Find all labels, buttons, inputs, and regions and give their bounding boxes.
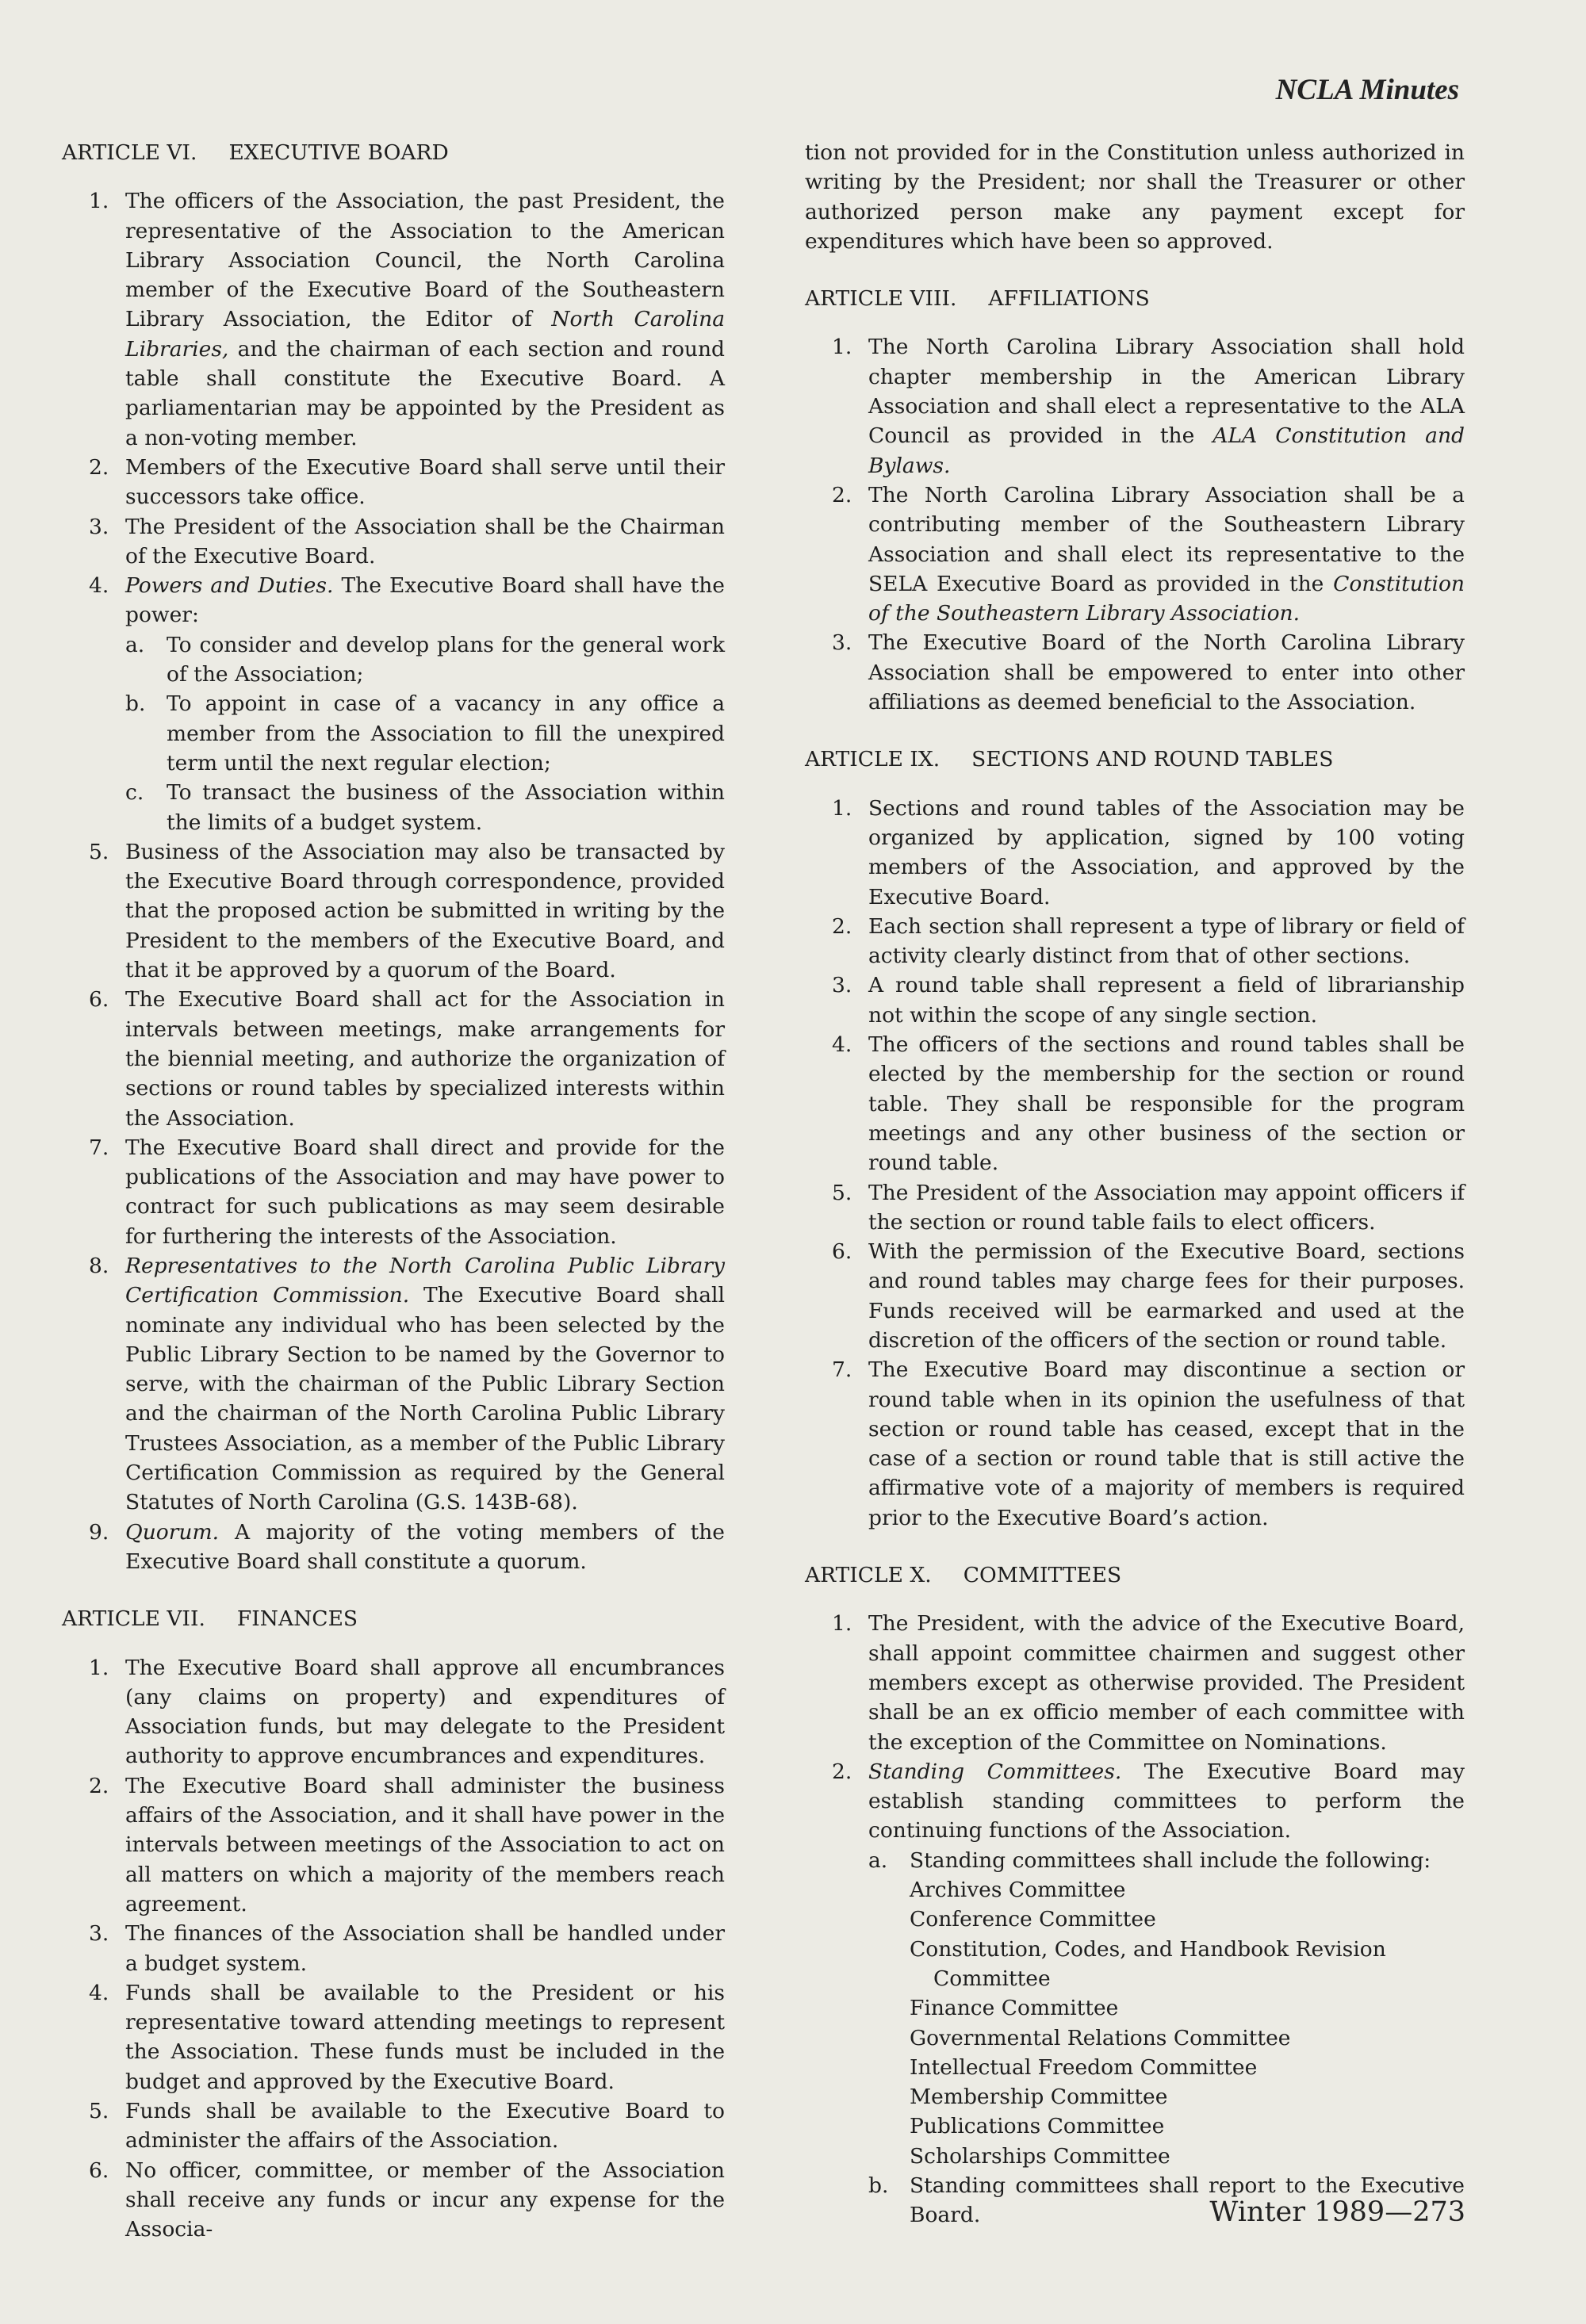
list-item: [62, 630, 725, 690]
list-item: [62, 512, 725, 572]
item-text: The Executive Board shall have the power:: [125, 573, 725, 628]
item-emphasis: North Carolina Libraries,: [125, 307, 726, 362]
list-item: [805, 332, 1465, 480]
item-number: 2.: [832, 913, 852, 939]
item-text: The Executive Board shall approve all encumbrances (any claims on property) and expenditures of Association funds, but may delegate to the President authority to approve encumbrances and expenditures.: [125, 1655, 725, 1769]
article-heading: [805, 1560, 1465, 1590]
item-text: The officers of the Association, the past President, the representative of the Association to the American Library Association Council, the North Carolina member of the Executive Board of the Southeastern Library Association, the Editor of: [125, 189, 725, 332]
item-number: 3.: [832, 630, 852, 656]
item-text: Funds shall be available to the Executive Board to administer the affairs of the Association.: [125, 2099, 725, 2154]
item-number: 3.: [89, 1921, 109, 1947]
item-text: With the permission of the Executive Board, sections and round tables may charge fees for their purposes. Funds received will be earmarked and used at the discretion of the officers of the section or round table.: [868, 1239, 1465, 1353]
list-item: [62, 453, 725, 512]
item-text: A majority of the voting members of the Executive Board shall constitute a quorum.: [125, 1519, 725, 1574]
item-number: 1.: [89, 1655, 109, 1680]
list-item: [805, 1846, 1465, 1875]
item-number: 7.: [832, 1357, 852, 1383]
item-number: 7.: [89, 1135, 109, 1160]
item-number: a.: [125, 632, 145, 657]
article-title: SECTIONS AND ROUND TABLES: [971, 747, 1334, 772]
list-item: [62, 186, 725, 453]
article-label: ARTICLE IX.: [805, 747, 940, 772]
article-list: [805, 1609, 1465, 1875]
article-heading: [805, 745, 1465, 774]
item-number: 6.: [89, 2157, 109, 2183]
list-item: [62, 689, 725, 778]
list-item: [62, 571, 725, 630]
article-list: [62, 186, 725, 1576]
article-list: [805, 794, 1465, 1533]
item-number: 2.: [832, 1759, 852, 1784]
article-list: [62, 1653, 725, 2245]
item-text: Business of the Association may also be transacted by the Executive Board through correspondence, provided that the proposed action be submitted in writing by the President to the members of the Executive Board, and that it be approved by a quorum of the Board.: [125, 839, 725, 983]
item-text: The President of the Association shall be the Chairman of the Executive Board.: [125, 514, 725, 569]
item-text: and the chairman of each section and round table shall constitute the Executive Board. A parliamentarian may be appointed by the President as a non-voting member.: [125, 336, 725, 450]
item-text: No officer, committee, or member of the Association shall receive any funds or incur any expense for the Associa-: [125, 2157, 725, 2242]
list-item: [62, 1771, 725, 1919]
list-item: [62, 1133, 725, 1251]
committee-name: Constitution, Codes, and Handbook Revision: [910, 1936, 1386, 1962]
item-number: 1.: [832, 1611, 852, 1637]
item-number: c.: [125, 780, 144, 806]
list-item: [62, 2156, 725, 2245]
article-label: ARTICLE VIII.: [805, 286, 957, 312]
item-number: 1.: [89, 189, 109, 214]
item-number: 3.: [832, 973, 852, 998]
item-number: 5.: [832, 1180, 852, 1205]
item-text: The Executive Board shall act for the Association in intervals between meetings, make arrangements for the biennial meeting, and authorize the organization of sections or round tables by specialized interests within the Association.: [125, 987, 725, 1131]
item-number: 5.: [89, 839, 109, 864]
item-emphasis: Standing Committees.: [868, 1759, 1122, 1784]
committee-name: Archives Committee: [910, 1878, 1126, 1903]
article-title: COMMITTEES: [963, 1563, 1122, 1588]
item-number: 2.: [832, 482, 852, 507]
item-text: Sections and round tables of the Association may be organized by application, signed by 100 voting members of the Association, and approved by the Executive Board.: [868, 795, 1465, 909]
list-item: [62, 1978, 725, 2096]
item-number: 3.: [89, 514, 109, 539]
article-label: ARTICLE VII.: [62, 1606, 205, 1632]
item-text: The finances of the Association shall be handled under a budget system.: [125, 1921, 725, 1976]
item-number: 4.: [89, 573, 109, 599]
item-emphasis: ALA Constitution and Bylaws.: [868, 423, 1465, 478]
item-number: 8.: [89, 1253, 109, 1278]
committee-name: Governmental Relations Committee: [910, 2025, 1291, 2050]
item-text: The Executive Board may discontinue a section or round table when in its opinion the usefulness of that section or round table has ceased, except that in the case of a section or round table that is still active the affirmative vote of a majority of members is required prior to the Executive Board’s action.: [868, 1357, 1465, 1530]
article-title: FINANCES: [236, 1606, 358, 1632]
item-number: b.: [868, 2173, 889, 2198]
committee-name: Intellectual Freedom Committee: [910, 2054, 1258, 2080]
continued-paragraph: tion not provided for in the Constitution unless authorized in writing by the President; nor shall the Treasurer or other authorized person make any payment except for expenditures which have been so approved.: [805, 140, 1465, 254]
list-item: [805, 1030, 1465, 1177]
page-number: Winter 1989—273: [1209, 2196, 1465, 2228]
committee-name: Membership Committee: [910, 2085, 1168, 2110]
item-number: 5.: [89, 2099, 109, 2123]
article-title: EXECUTIVE BOARD: [228, 140, 449, 165]
item-number: 1.: [832, 335, 852, 360]
list-item: [62, 1518, 725, 1577]
list-item: [62, 2096, 725, 2156]
right-column: [805, 138, 1465, 2230]
item-number: 4.: [89, 1980, 109, 2005]
item-number: 2.: [89, 454, 109, 480]
item-text: The officers of the sections and round tables shall be elected by the membership for the section or round table. They shall be responsible for the program meetings and any other business of the section or round table.: [868, 1032, 1465, 1176]
list-item: [805, 1757, 1465, 1846]
item-text: The Executive Board shall nominate any individual who has been selected by the Public Library Section to be named by the Governor to serve, with the chairman of the Public Library Section and the chairman of the North Carolina Public Library Trustees Association, as a member of the Public Library Certification Commission as required by the General Statutes of North Carolina (G.S. 143B-68).: [125, 1283, 726, 1515]
committee-list: [805, 1875, 1465, 2171]
list-item: [805, 794, 1465, 912]
list-item: [805, 1178, 1465, 1238]
item-text: The North Carolina Library Association shall be a contributing member of the Southeastern Library Association and shall elect its representative to the SELA Executive Board as provided in the: [868, 482, 1465, 596]
list-item: [805, 1609, 1465, 1756]
list-item: [62, 1653, 725, 1771]
item-number: 6.: [832, 1239, 852, 1265]
article-heading: [805, 284, 1465, 313]
list-item: [62, 1919, 725, 1978]
committee-name: Finance Committee: [910, 1996, 1119, 2021]
list-item: [805, 912, 1465, 971]
item-emphasis: Quorum.: [125, 1519, 220, 1545]
article-heading: [62, 1604, 725, 1633]
list-item: [805, 971, 1465, 1030]
item-emphasis: Constitution of the Southeastern Library Association.: [868, 571, 1465, 626]
item-text: Funds shall be available to the President or his representative toward attending meetings to represent the Association. These funds must be included in the budget and approved by the Executive Board.: [125, 1980, 725, 2094]
item-text: The Executive Board shall administer the business affairs of the Association, and it shall have power in the intervals between meetings of the Association to act on all matters on which a majority of the members reach agreement.: [125, 1773, 725, 1916]
item-text: Standing committees shall report to the Executive Board.: [910, 2173, 1465, 2228]
item-text: A round table shall represent a field of librarianship not within the scope of any single section.: [868, 973, 1465, 1028]
item-number: a.: [868, 1847, 888, 1873]
committee-name: Publications Committee: [910, 2114, 1165, 2139]
item-text: Standing committees shall include the following:: [910, 1847, 1431, 1873]
committee-name: Conference Committee: [910, 1907, 1156, 1932]
item-emphasis: Powers and Duties.: [125, 573, 334, 599]
list-item: [62, 778, 725, 837]
article-label: ARTICLE X.: [805, 1563, 932, 1588]
item-number: b.: [125, 691, 146, 717]
list-item: [62, 1251, 725, 1518]
committee-name: Scholarships Committee: [910, 2143, 1170, 2169]
item-text: The Executive Board may establish standing committees to perform the continuing functions of the Association.: [868, 1759, 1465, 1844]
article-label: ARTICLE VI.: [62, 140, 197, 165]
left-column: [62, 138, 725, 2244]
item-text: To appoint in case of a vacancy in any office a member from the Association to fill the unexpired term until the next regular election;: [167, 691, 725, 775]
item-text: To consider and develop plans for the general work of the Association;: [167, 632, 725, 687]
item-number: 1.: [832, 795, 852, 821]
committee-name: Committee: [933, 1966, 1051, 1991]
list-item: [62, 985, 725, 1132]
item-number: 6.: [89, 987, 109, 1013]
list-item: [805, 1355, 1465, 1533]
list-item: [62, 837, 725, 985]
item-text: To transact the business of the Association within the limits of a budget system.: [167, 780, 725, 835]
item-number: 2.: [89, 1773, 109, 1798]
list-item: [805, 628, 1465, 717]
item-text: The Executive Board of the North Carolina Library Association shall be empowered to enter into other affiliations as deemed beneficial to the Association.: [868, 630, 1465, 715]
item-text: Each section shall represent a type of library or field of activity clearly distinct from that of other sections.: [868, 913, 1465, 969]
article-list: [805, 332, 1465, 717]
list-item: [805, 1237, 1465, 1355]
article-title: AFFILIATIONS: [988, 286, 1150, 312]
list-item: [805, 480, 1465, 628]
item-text: The North Carolina Library Association shall hold chapter membership in the American Library Association and shall elect a representative to the ALA Council as provided in the: [868, 335, 1465, 449]
item-text: The President of the Association may appoint officers if the section or round table fails to elect officers.: [868, 1180, 1465, 1235]
article-heading: [62, 138, 725, 167]
item-emphasis: Representatives to the North Carolina Public Library Certification Commission.: [125, 1253, 725, 1308]
running-head: NCLA Minutes: [1275, 74, 1459, 106]
item-number: 9.: [89, 1519, 109, 1545]
item-text: The President, with the advice of the Executive Board, shall appoint committee chairmen and suggest other members except as otherwise provided. The President shall be an ex officio member of each committee with the exception of the Committee on Nominations.: [868, 1611, 1465, 1755]
item-number: 4.: [832, 1032, 852, 1058]
item-text: Members of the Executive Board shall serve until their successors take office.: [125, 454, 725, 510]
item-text: The Executive Board shall direct and provide for the publications of the Association and may have power to contract for such publications as may seem desirable for furthering the interests of the Association.: [125, 1135, 725, 1249]
